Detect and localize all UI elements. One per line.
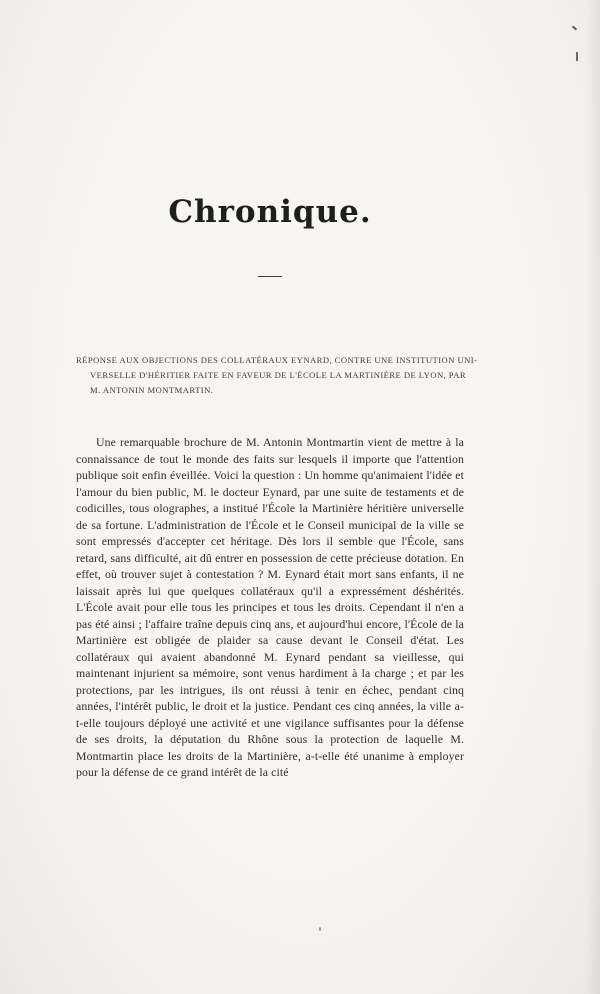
article-heading-line-3: M. ANTONIN MONTMARTIN. <box>90 385 214 395</box>
page-edge-shading <box>586 0 600 994</box>
scan-artifact-top-2 <box>576 52 578 61</box>
chapter-title: Chronique. <box>168 194 372 230</box>
text-column <box>76 0 478 781</box>
scan-artifact-bottom <box>319 927 321 931</box>
scan-artifact-top-1 <box>572 26 577 31</box>
article-heading <box>76 353 478 398</box>
article-heading-line-1: RÉPONSE AUX OBJECTIONS DES COLLATÉRAUX EYNARD, CONTRE UNE INSTITUTION UNI- <box>76 355 478 365</box>
section-divider-rule <box>258 276 282 277</box>
article-body-paragraph: Une remarquable brochure de M. Antonin Montmartin vient de mettre à la connaissance de tout le monde des faits sur lesquels il importe que l'attention publique soit enfin éveillée. Voici la question : Un homme qu'animaient l'idée et l'amour du bien public, M. le docteur Eynard, par une suite de testaments et de codicilles, tous olographes, a institué l'École la Martinière héritière universelle de sa fortune. L'administration de l'École et le Conseil municipal de la ville se sont empressés d'accepter cet héritage. Dès lors il semble que l'École, sans retard, sans difficulté, ait dû entrer en possession de cette précieuse dotation. En effet, où trouver sujet à contestation ? M. Eynard était mort sans enfants, il ne laissait après lui que quelques collatéraux qu'il a expressément déshérités. L'École avait pour elle tous les principes et tous les droits. Cependant il n'en a pas été ainsi ; l'affaire traîne depuis cinq ans, et aujourd'hui encore, l'École de la Martinière est obligée de plaider sa cause devant le Conseil d'état. Les collatéraux qui avaient abandonné M. Eynard pendant sa vieillesse, qui maintenant injurient sa mémoire, sont venus hardiment à la charge ; et par les protections, par les intrigues, ils ont réussi à tenir en échec, pendant cinq années, l'intérêt public, le droit et la justice. Pendant ces cinq années, la ville a-t-elle toujours déployé une activité et une vigilance suffisantes pour la défense de ses droits, la députation du Rhône sous la protection de laquelle M. Montmartin place les droits de la Martinière, a-t-elle été unanime à employer pour la défense de ce grand intérêt de la cité <box>76 435 464 779</box>
article-heading-line-2: VERSELLE D'HÉRITIER FAITE EN FAVEUR DE L'ÉCOLE LA MARTINIÈRE DE LYON, PAR <box>90 370 467 380</box>
